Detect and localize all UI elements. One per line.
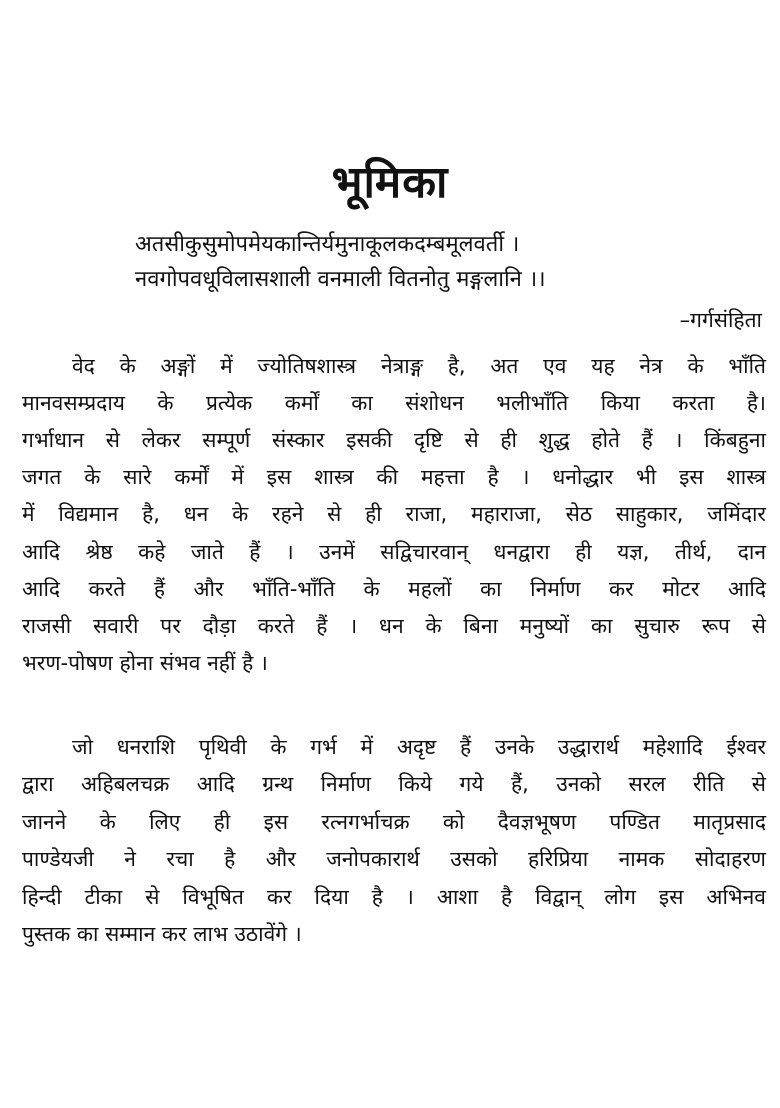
text-line: गर्भाधान से लेकर सम्पूर्ण संस्कार इसकी दृष्टि से ही शुद्ध होते हैं । किंबहुना bbox=[22, 428, 766, 452]
text-line: आदि करते हैं और भाँति-भाँति के महलों का निर्माण कर मोटर आदि bbox=[22, 577, 766, 601]
text-line: पुस्तक का सम्मान कर लाभ उठावेंगे । bbox=[22, 922, 302, 946]
text-line: आदि श्रेष्ठ कहे जाते हैं । उनमें सद्विचारवान् धनद्वारा ही यज्ञ, तीर्थ, दान bbox=[22, 540, 766, 564]
verse-line-2: नवगोपवधूविलासशाली वनमाली वितनोतु मङ्गलानि ।। bbox=[135, 267, 546, 292]
text-line: भरण-पोषण होना संभव नहीं है । bbox=[22, 651, 268, 675]
text-line: पाण्डेयजी ने रचा है और जनोपकारार्थ उसको हरिप्रिया नामक सोदाहरण bbox=[22, 847, 766, 871]
verse-line-1: अतसीकुसुमोपमेयकान्तिर्यमुनाकूलकदम्बमूलवर्ती । bbox=[135, 232, 520, 257]
text-line: जगत के सारे कर्मों में इस शास्त्र की महत्ता है । धनोद्धार भी इस शास्त्र bbox=[22, 465, 766, 489]
text-line: द्वारा अहिबलचक्र आदि ग्रन्थ निर्माण किये गये हैं, उनको सरल रीति से bbox=[22, 772, 766, 796]
page-title: भूमिका bbox=[331, 157, 449, 208]
text-line: वेद के अङ्गों में ज्योतिषशास्त्र नेत्राङ्ग है, अत एव यह नेत्र के भाँति bbox=[72, 354, 766, 378]
text-line: में विद्यमान है, धन के रहने से ही राजा, महाराजा, सेठ साहुकार, जमिंदार bbox=[22, 502, 766, 526]
text-line: जो धनराशि पृथिवी के गर्भ में अदृष्ट हैं उनके उद्धारार्थ महेशादि ईश्वर bbox=[72, 735, 766, 759]
verse-attribution: –गर्गसंहिता bbox=[679, 308, 762, 332]
text-line: जानने के लिए ही इस रत्नगर्भाचक्र को दैवज्ञभूषण पण्डित मातृप्रसाद bbox=[22, 810, 766, 834]
text-line: हिन्दी टीका से विभूषित कर दिया है । आशा है विद्वान् लोग इस अभिनव bbox=[22, 885, 766, 909]
text-line: राजसी सवारी पर दौड़ा करते हैं । धन के बिना मनुष्यों का सुचारु रूप से bbox=[22, 614, 766, 638]
text-line: मानवसम्प्रदाय के प्रत्येक कर्मों का संशोधन भलीभाँति किया करता है। bbox=[22, 391, 766, 415]
